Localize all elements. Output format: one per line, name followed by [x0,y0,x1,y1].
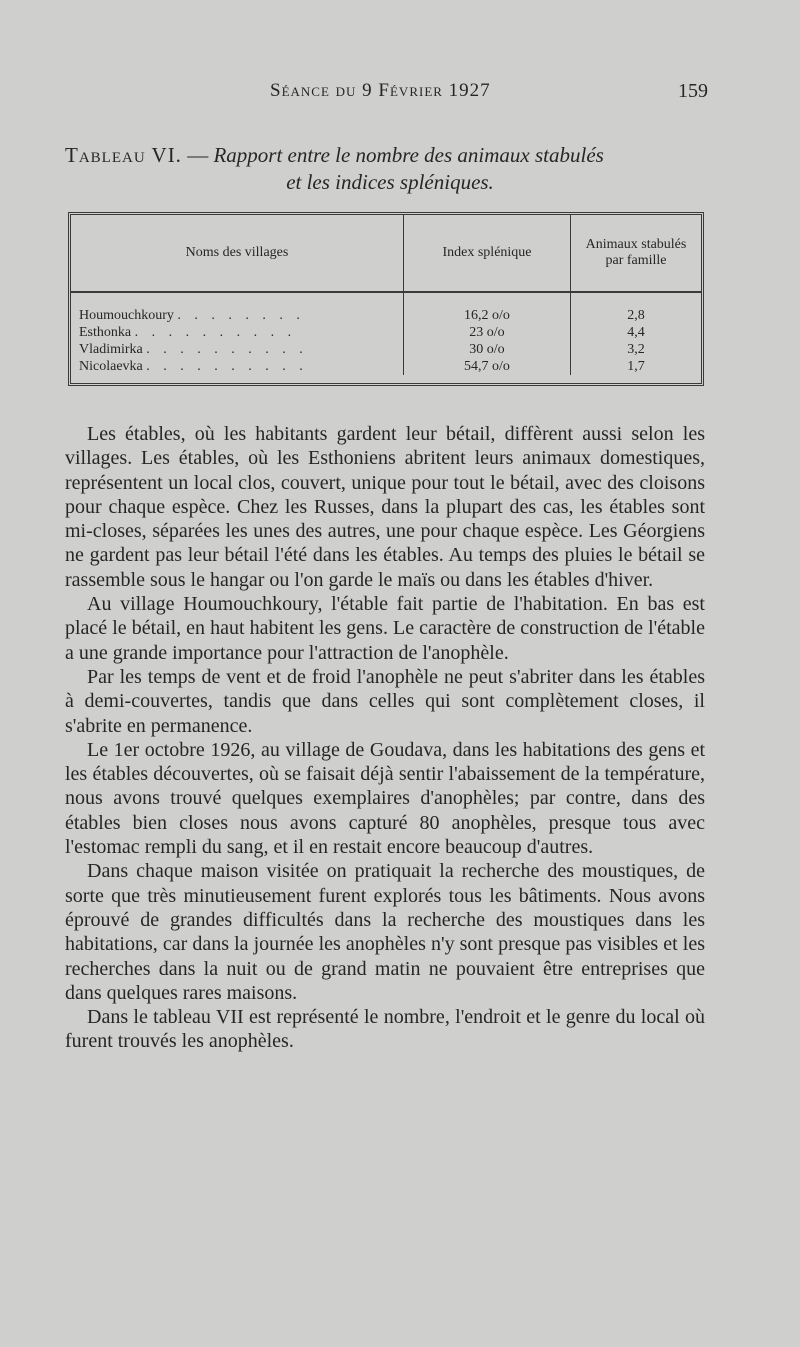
column-header-index: Index splénique [404,215,571,292]
village-cell: Vladimirka . . . . . . . . . . [71,341,404,358]
village-cell: Nicolaevka . . . . . . . . . . [71,358,404,375]
caption-dash: — [181,143,214,167]
table-label: Tableau VI. [65,143,182,167]
index-cell: 30 o/o [404,341,571,358]
data-table [68,212,704,386]
table-row [71,341,701,358]
table-row [71,358,701,375]
index-cell: 54,7 o/o [404,358,571,375]
village-cell: Houmouchkoury . . . . . . . . [71,307,404,324]
animals-cell: 4,4 [627,325,645,340]
table-title-line2: et les indices spléniques. [286,170,494,194]
index-cell: 23 o/o [404,324,571,341]
paragraph: Par les temps de vent et de froid l'anophèle ne peut s'abriter dans les étables à demi-couvertes, tandis que dans celles qui sont complètement closes, il s'abrite en permanence. [65,665,705,737]
paragraph: Dans chaque maison visitée on pratiquait la recherche des moustiques, de sorte que très minutieusement furent explorés tous les bâtiments. Nous avons éprouvé de grandes difficultés dans la recherche des moustiques dans les habitations, car dans la journée les anophèles n'y sont presque pas visibles et les recherches dans la nuit ou de grand matin ne pouvaient être entreprises que dans quelques rares maisons. [65,860,705,1004]
page-header [0,80,800,110]
table-row [71,307,701,324]
animals-cell: 1,7 [627,359,645,374]
table-row [71,324,701,341]
paragraph: Au village Houmouchkoury, l'étable fait partie de l'habitation. En bas est placé le bétail, en haut habitent les gens. Le caractère de construction de l'étable a une grande importance pour l'attraction de l'anophèle. [65,593,705,664]
paragraph: Les étables, où les habitants gardent leur bétail, diffèrent aussi selon les villages. Les étables, où les Esthoniens abritent leurs animaux domestiques, représentent un local clos, couvert, unique pour tout le bétail, avec des cloisons pour chaque espèce. Chez les Russes, dans la plupart des cas, les étables sont mi-closes, séparées les unes des autres, une pour chaque espèce. Les Géorgiens ne gardent pas leur bétail l'été dans les étables. Au temps des pluies le bétail se rassemble sous le hangar ou l'on garde le maïs ou dans les étables d'hiver. [65,423,705,591]
column-header-villages: Noms des villages [71,215,404,292]
table-header-row [71,215,701,292]
body-text [65,422,705,1054]
table-spacer-row [71,292,701,307]
column-header-animals: Animaux stabulés par famille [571,215,702,292]
village-cell: Esthonka . . . . . . . . . . [71,324,404,341]
table-caption [65,142,765,196]
table-title-line1: Rapport entre le nombre des animaux stabulés [213,143,604,167]
animals-cell: 3,2 [627,342,645,357]
animals-cell: 2,8 [627,308,645,323]
paragraph: Le 1er octobre 1926, au village de Goudava, dans les habitations des gens et les étables découvertes, où se faisait déjà sentir l'abaissement de la température, nous avons trouvé quelques exemplaires d'anophèles; par contre, dans des étables bien closes nous avons capturé 80 anophèles, presque tous avec l'estomac rempli du sang, et il en restait encore beaucoup d'autres. [65,738,705,859]
paragraph: Dans le tableau VII est représenté le nombre, l'endroit et le genre du local où furent trouvés les anophèles. [65,1006,705,1053]
running-head: Séance du 9 Février 1927 [270,80,491,101]
page-number: 159 [678,80,708,102]
index-cell: 16,2 o/o [404,307,571,324]
